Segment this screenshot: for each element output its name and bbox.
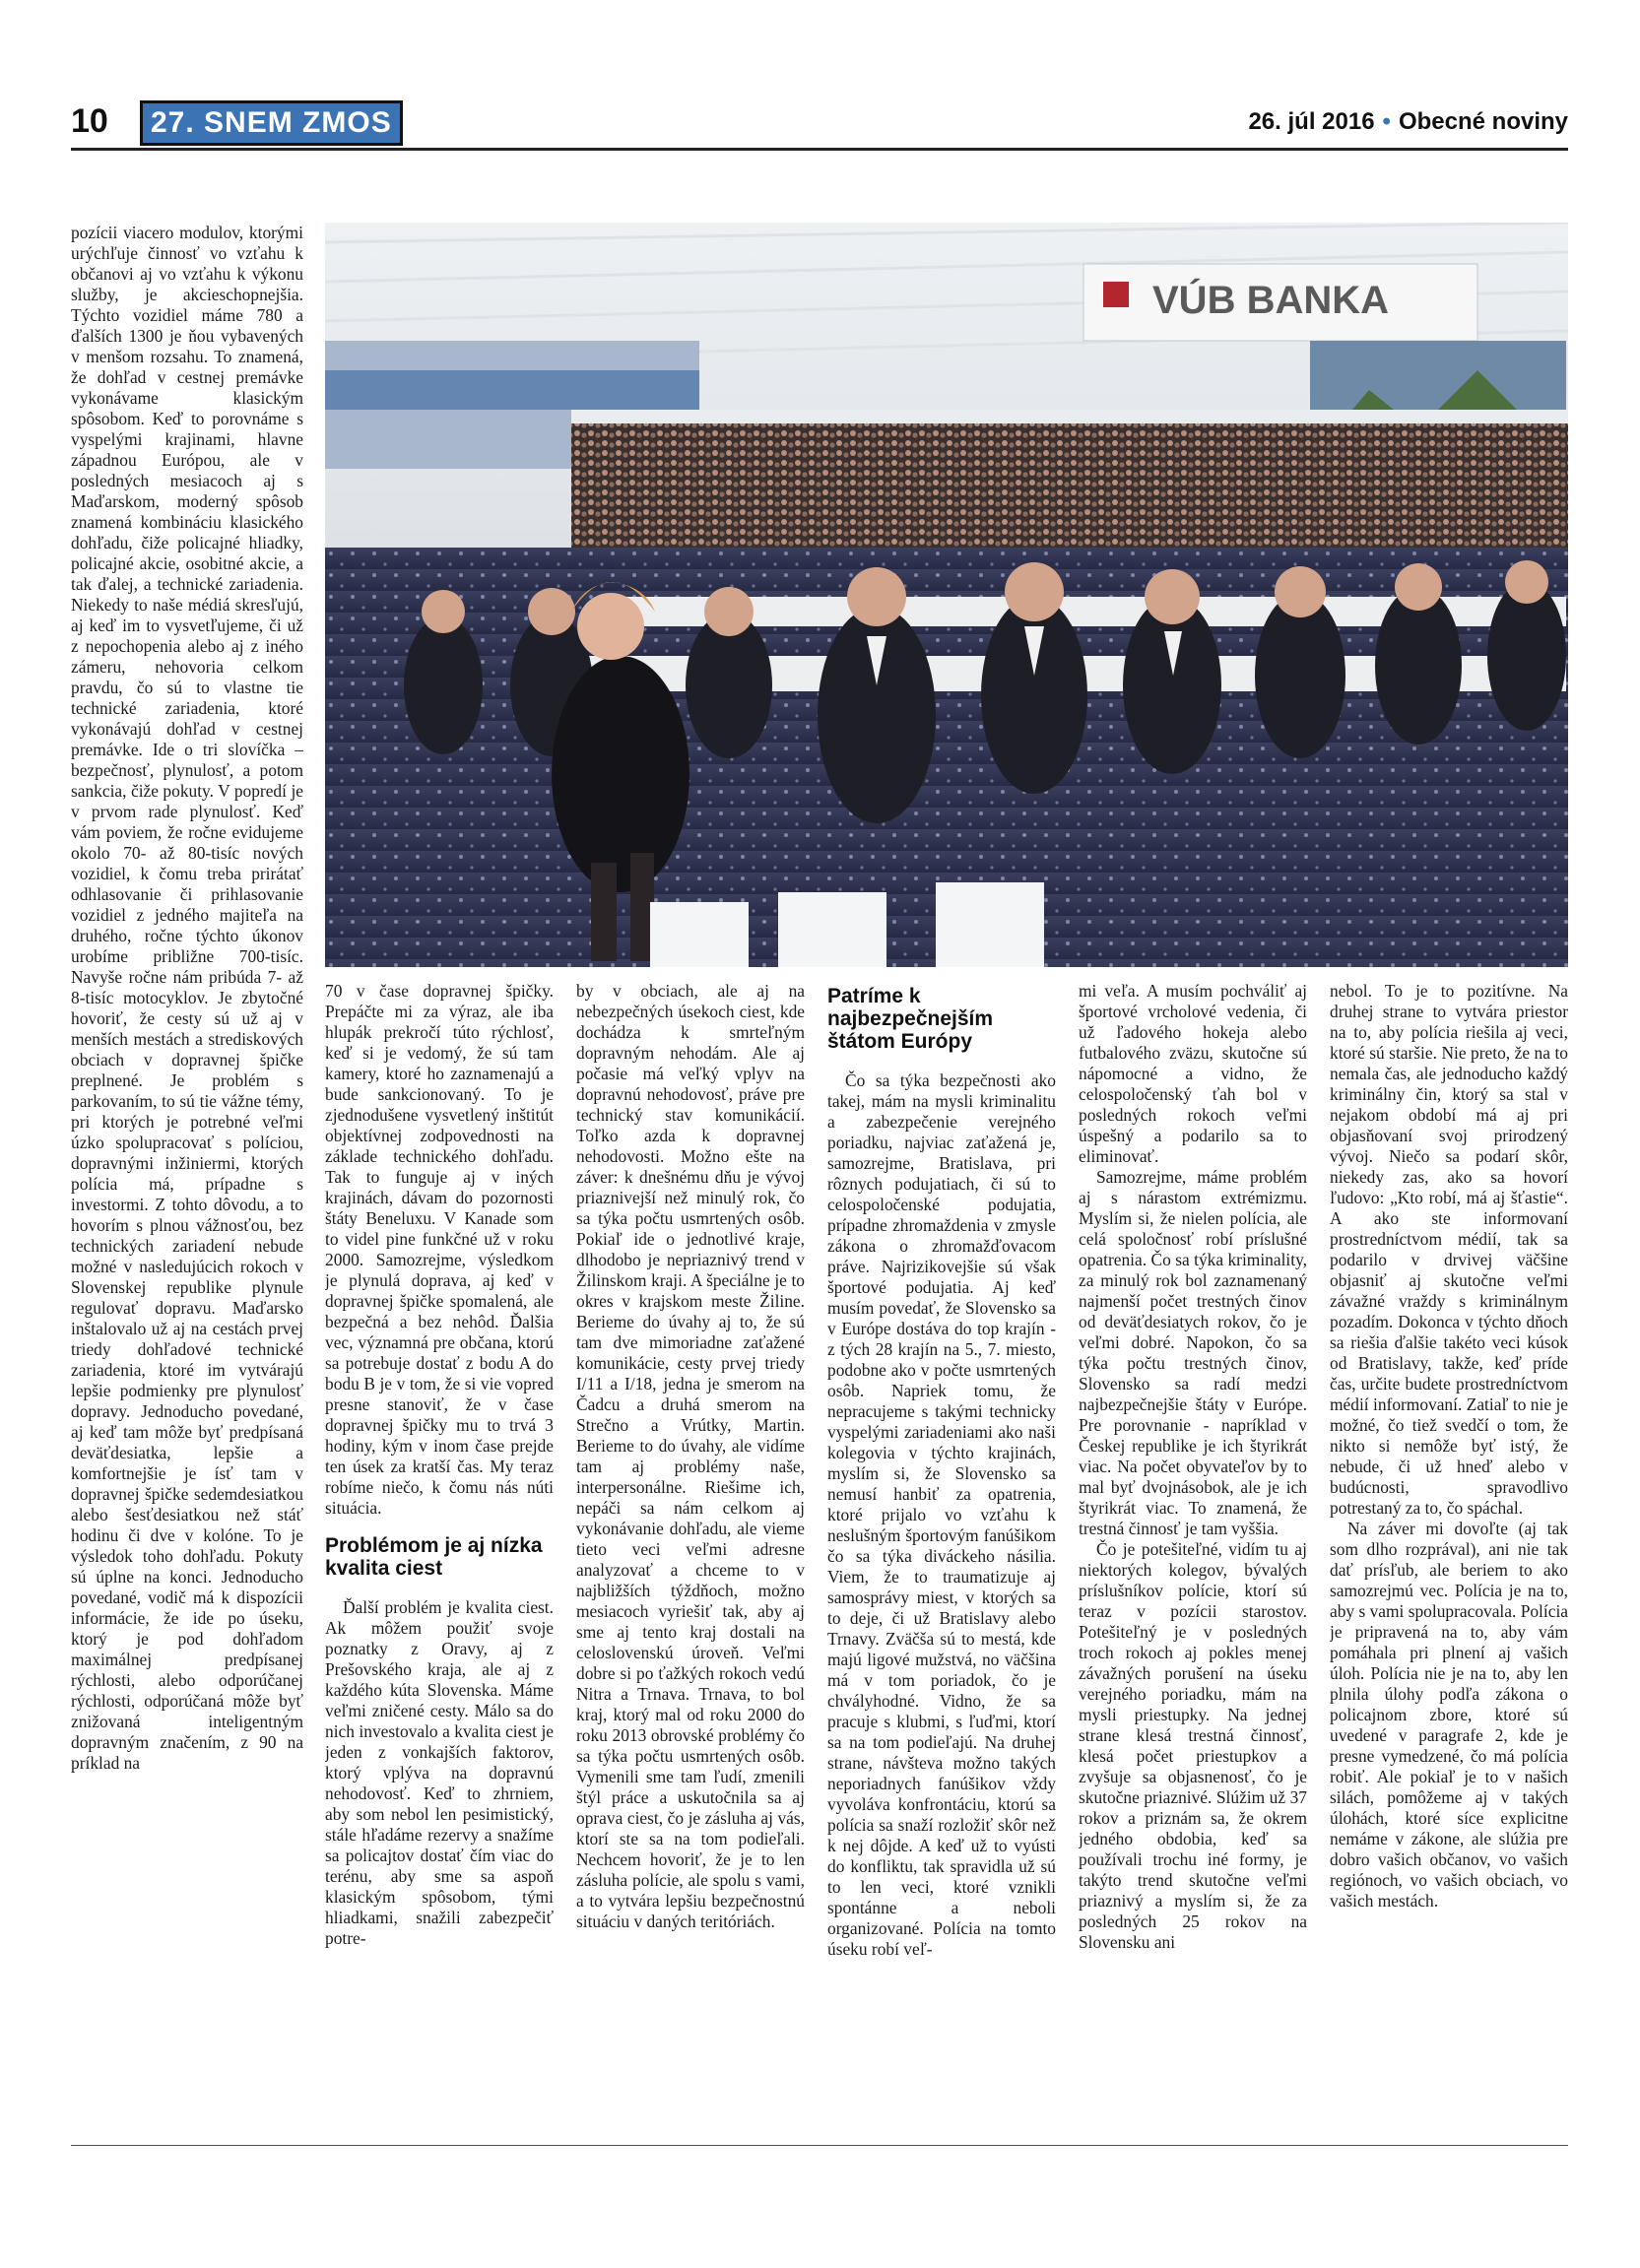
separator-dot: • — [1382, 108, 1391, 135]
page-header — [71, 98, 1568, 148]
article-column-2 — [325, 981, 554, 2143]
dateline — [1248, 108, 1568, 136]
conference-audience-photo — [325, 223, 1568, 967]
issue-date: 26. júl 2016 — [1248, 108, 1375, 135]
paragraph: Čo sa týka bezpečnosti ako takej, mám na mysli kriminalitu a zabezpečenie verejného poriadku, najviac zaťažená je, samozrejme, Bratislava, pri rôznych podujatiach, či sú to celospoločenské podujatia, prípadne zhromaždenia v zmysle zákona o zhromažďovacom práve. Najrizikovejšie sú však športové podujatia. Aj keď musím povedať, že Slovensko sa v Európe dostáva do top krajín - z tých 28 krajín na 5., 7. miesto, podobne ako v počte usmrtených osôb. Napriek tomu, že nepracujeme s takými technicky vyspelými zariadeniami ako naši kolegovia v týchto krajinách, myslím si, že Slovensko sa nemusí hanbiť za opatrenia, ktoré prijalo vo vzťahu k neslušným športovým fanúšikom čo sa týka diváckeho násilia. Viem, že to traumatizuje aj samosprávy miest, v ktorých sa to deje, či už Bratislavy alebo Trnavy. Zväčša sú to mestá, kde majú ligové mužstvá, no väčšina má v tom poriadok, čo je chvályhodné. Vidno, že sa pracuje s klubmi, s ľuďmi, ktorí sa na tom podieľajú. Na druhej strane, návšteva možno takých neporiadnych fanúšikov vždy vyvoláva konfrontáciu, ktorú sa polícia sa snaží rozložiť skôr než k nej dôjde. A keď už to vyústi do konfliktu, tak spravidla už sú to len veci, ktoré vznikli spontánne a neboli organizované. Polícia na tomto úseku robí veľ- — [827, 1070, 1056, 1959]
paragraph: mi veľa. A musím pochváliť aj športové vrcholové vedenia, či už ľadového hokeja alebo futbalového zväzu, skutočne sú nápomocné a vidno, že celospoločenský ťah bol v posledných rokoch veľmi úspešný a podarilo sa to eliminovať. — [1079, 981, 1307, 1166]
column-4-body — [827, 1070, 1056, 1960]
paragraph: nebol. To je to pozitívne. Na druhej strane to vytvára priestor na to, aby polícia riešila aj veci, ktoré sú staršie. Nie preto, že na to nemala čas, ale jednoducho každý kriminálny čin, ktorý sa stal v nejakom období má aj pri objasňovaní svoj prirodzený vývoj. Niečo sa podarí skôr, niekedy zas, ako sa hovorí ľudovo: „Kto robí, má aj šťastie“. A ako ste informovaní prostredníctvom médií, tak sa podarilo v drvivej väčšine objasniť aj skutočne veľmi závažné vraždy s kriminálnym pozadím. Dokonca v týchto dňoch sa riešia ďalšie takéto veci kúsok od Bratislavy, takže, keď príde čas, určite budete prostredníctvom médií informovaní. Zatiaľ to nie je možné, čo tiež svedčí o tom, že nikto si nemôže byť istý, že nebude, či už hneď alebo v budúcnosti, spravodlivo potrestaný za to, čo spáchal. — [1330, 981, 1568, 1518]
paragraph: Čo je potešiteľné, vidím tu aj niektorých kolegov, bývalých príslušníkov polície, ktorí sú teraz v pozícii starostov. Potešiteľný je v posledných troch rokoch aj pokles menej závažných porušení na úseku verejného poriadku, mám na mysli priestupky. Na jednej strane klesá trestná činnosť, klesá počet priestupkov a zvyšuje sa objasnenosť, čo je skutočne priaznivé. Slúžim už 37 rokov a priznám sa, že okrem jedného obdobia, keď sa používali trochu iné formy, je takýto trend skutočne veľmi priaznivý a myslím si, že za posledných 25 rokov na Slovensku ani — [1079, 1539, 1307, 1952]
article-column-6 — [1330, 981, 1568, 2143]
article-column-1 — [71, 223, 303, 2143]
article-column-3 — [576, 981, 805, 2143]
paragraph: by v obciach, ale aj na nebezpečných úsekoch ciest, kde dochádza k smrteľným dopravným nehodám. Ale aj počasie má veľký vplyv na dopravnú nehodovosť, práve pre technický stav komunikácií. Toľko azda k dopravnej nehodovosti. Možno ešte na záver: k dnešnému dňu je vývoj priaznivejší než minulý rok, čo sa týka počtu usmrtených osôb. Pokiaľ ide o jednotlivé kraje, dlhodobo je nepriaznivý trend v Žilinskom kraji. A špeciálne je to okres v krajskom meste Žiline. Berieme do úvahy aj to, že sú tam dve mimoriadne zaťažené komunikácie, cesty prvej triedy I/11 a I/18, jedna je smerom na Čadcu a druhá smerom na Strečno a Vrútky, Martin. Berieme to do úvahy, ale vidíme tam aj problémy naše, interpersonálne. Riešime ich, nepáči sa nám celkom aj vykonávanie dohľadu, ale vieme tieto veci veľmi adresne analyzovať a chceme to v najbližších týždňoch, možno mesiacoch vyriešiť tak, aby aj sme aj tento kraj dostali na celoslovenskú úroveň. Veľmi dobre si po ťažkých rokoch vedú Nitra a Trnava. Trnava, to bol kraj, ktorý mal od roku 2000 do roku 2013 obrovské problémy čo sa týka počtu usmrtených osôb. Vymenili sme tam ľudí, zmenili štýl práce a uskutočnila sa aj oprava ciest, čo je zásluha aj vás, ktorí ste sa na tom podieľali. Nechcem hovoriť, že je to len zásluha polície, ale spolu s vami, a to vytvára lepšiu bezpečnostnú situáciu v daných teritóriách. — [576, 981, 805, 1931]
paragraph: 70 v čase dopravnej špičky. Prepáčte mi za výraz, ale iba hlupák prekročí túto rýchlosť, keď si je vedomý, že sú tam kamery, ktoré ho zaznamenajú a bude sankcionovaný. To je zjednodušene vysvetlený inštitút objektívnej zodpovednosti na základe technického dohľadu. Tak to funguje aj v iných krajinách, dávam do pozornosti štáty Beneluxu. V Kanade som to videl pine funkčné už v roku 2000. Samozrejme, výsledkom je plynulá doprava, aj keď v dopravnej špičke spomalená, ale bezpečná a bez nehôd. Ďalšia vec, významná pre občana, ktorú sa potrebuje dostať z bodu A do bodu B je v tom, že si vie vopred presne stanoviť, že v čase dopravnej špičky mu to trvá 3 hodiny, kým v inom čase prejde ten úsek za kratší čas. My teraz robíme niečo, k čomu nás núti situácia. — [325, 981, 554, 1518]
subheading-europe: Patríme k najbezpečnejším štátom Európy — [827, 985, 994, 1053]
column-2-top — [325, 981, 554, 1519]
banner-text: VÚB BANKA — [1152, 279, 1389, 322]
article-column-5 — [1079, 981, 1307, 2143]
page-number: 10 — [71, 102, 108, 140]
paragraph: pozícii viacero modulov, ktorými urýchľuje činnosť vo vzťahu k občanovi aj vo vzťahu k výkonu služby, je akcieschopnejšia. Týchto vozidiel máme 780 a ďalších 1300 je ňou vybavených v menšom rozsahu. To znamená, že dohľad v cestnej premávke vykonávame klasickým spôsobom. Keď to porovnáme s vyspelými krajinami, hlavne západnou Európou, ale v posledných mesiacoch aj s Maďarskom, moderný spôsob znamená kombináciu klasického dohľadu, čiže policajné hliadky, policajné akcie, osobitné akcie, a tak ďalej, a technické zariadenia. Niekedy to naše médiá skresľujú, aj keď im to vysvetľujeme, či už z nepochopenia alebo aj z iného zámeru, nehovoria celkom pravdu, čo sú to vlastne tie technické zariadenia, ktoré vykonávajú dohľad v cestnej premávke. Ide o tri slovíčka – bezpečnosť, plynulosť, a potom sankcia, čiže pokuty. V popredí je v prvom rade plynulosť. Keď vám poviem, že ročne evidujeme okolo 70- až 80-tisíc nových vozidiel, k čomu treba prirátať odhlasovanie či prihlasovanie vozidiel z jedného majiteľa na druhého, ročne týchto úkonov urobíme približne 700-tisíc. Navyše ročne nám pribúda 7- až 8-tisíc motocyklov. Je zbytočné hovoriť, že cesty sú už aj v menších mestách a strediskových obciach v dopravnej špičke preplnené. Je problém s parkovaním, to sú tie vážne témy, pri ktorých je potrebné veľmi úzko spolupracovať s políciou, dopravnými inžiniermi, ktorých polícia má, prípadne s investormi. Z tohto dôvodu, a to hovorím s plnou vážnosťou, bez technických zariadení nebude možné v nasledujúcich rokoch v Slovenskej republike plynule regulovať dopravu. Maďarsko inštalovalo už aj na cestách prvej triedy dohľadové technické zariadenia, ktoré im vytvárajú lepšie podmienky pre plynulosť dopravy. Jednoducho povedané, aj keď tam môže byť predpísaná deväťdesiatka, lepšie a komfortnejšie je ísť tam v dopravnej špičke sedemdesiatkou alebo šesťdesiatkou než stáť hodinu či dve v kolóne. To je výsledok toho dohľadu. Pokuty sú úplne na konci. Jednoducho povedané, vodič má k dispozícii informácie, že ide po úseku, ktorý je pod dohľadom maximálnej predpísanej rýchlosti, alebo odporúčanej rýchlosti, odporúčaná môže byť znižovaná inteligentným dopravným značením, z 90 na príklad na — [71, 223, 303, 1773]
publication-name: Obecné noviny — [1398, 108, 1568, 135]
column-2-bottom — [325, 1597, 554, 1949]
footer-rule — [71, 2145, 1568, 2146]
header-rule — [71, 148, 1568, 151]
article-column-4 — [827, 981, 1056, 2143]
paragraph: Na záver mi dovoľte (aj tak som dlho rozprával), ani nie tak dať prísľub, ale beriem to ako samozrejmú vec. Polícia je na to, aby s vami spolupracovala. Polícia je pripravená na to, aby vám pomáhala pri plnení aj vašich úloh. Polícia nie je na to, aby len plnila úlohy podľa zákona o policajnom zbore, ktoré sú uvedené v paragrafe 2, kde je presne vymedzené, čo má polícia robiť. Ale pokiaľ je to v našich silách, pomôžeme aj v takých úlohách, ktoré síce explicitne nemáme v zákone, ale slúžia pre dobro vašich občanov, vo vašich regiónoch, vo vašich obciach, vo vašich mestách. — [1330, 1519, 1568, 1911]
paragraph: Ďalší problém je kvalita ciest. Ak môžem použiť svoje poznatky z Oravy, aj z Prešovského kraja, ale aj z každého kúta Slovenska. Máme veľmi zničené cesty. Málo sa do nich investovalo a kvalita ciest je jeden z vonkajších faktorov, ktorý vplýva na dopravnú nehodovosť. Keď to zhrniem, aby som nebol len pesimistický, stále hľadáme rezervy a snažíme sa policajtov dostať čím viac do terénu, aby sme sa aspoň klasickým spôsobom, tými hliadkami, snažili zabezpečiť potre- — [325, 1597, 554, 1948]
section-title: 27. SNEM ZMOS — [140, 100, 403, 146]
photo-image — [325, 223, 1568, 967]
subheading-roads: Problémom je aj nízka kvalita ciest — [325, 1534, 543, 1580]
paragraph: Samozrejme, máme problém aj s nárastom extrémizmu. Myslím si, že nielen polícia, ale celá spoločnosť robí príslušné opatrenia. Čo sa týka kriminality, za minulý rok bol zaznamenaný najmenší počet trestných činov od deväťdesiatych rokov, čo je veľmi dobré. Napokon, čo sa týka počtu trestných činov, Slovensko sa radí medzi najbezpečnejšie štáty v Európe. Pre porovnanie - napríklad v Českej republike je ich štyrikrát viac. Na počet obyvateľov by to mal byť dvojnásobok, ale je ich štyrikrát viac. To znamená, že trestná činnosť je tam vyššia. — [1079, 1167, 1307, 1538]
